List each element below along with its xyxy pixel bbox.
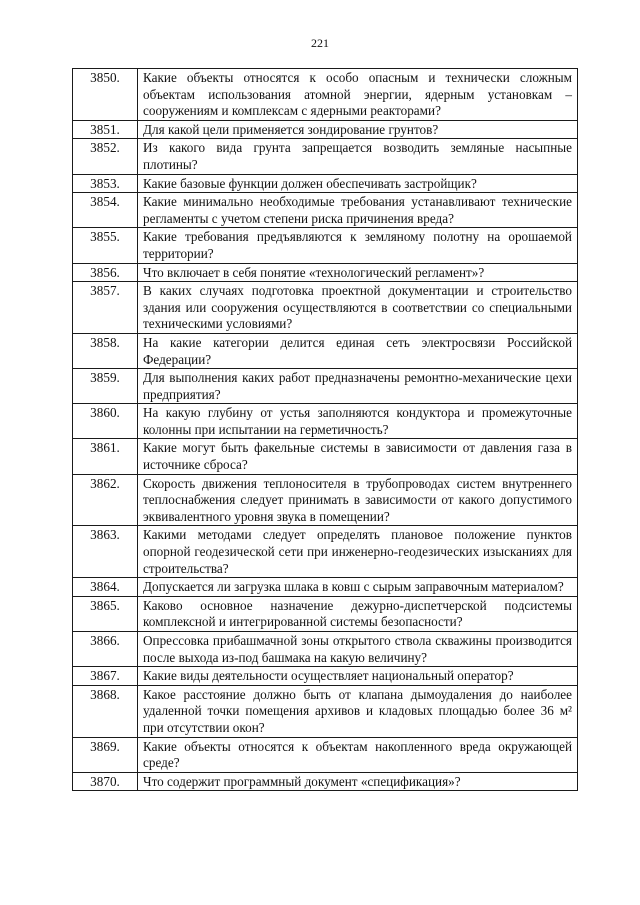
question-text: Допускается ли загрузка шлака в ковш с сырым заправочным материалом? [138,578,578,597]
question-row [73,439,578,474]
question-number: 3866. [73,632,138,667]
question-row [73,174,578,193]
question-text: Каково основное назначение дежурно-диспетчерской подсистемы комплексной и интегрированной системы безопасности? [138,596,578,631]
question-row [73,333,578,368]
question-row [73,139,578,174]
question-number: 3851. [73,120,138,139]
question-row [73,369,578,404]
question-row [73,193,578,228]
question-number: 3862. [73,474,138,526]
question-text: Скорость движения теплоносителя в трубопроводах систем внутреннего теплоснабжения следует принимать в зависимости от какого допустимого эквивалентного уровня звука в помещении? [138,474,578,526]
question-row [73,263,578,282]
question-text: Какие виды деятельности осуществляет национальный оператор? [138,667,578,686]
question-number: 3854. [73,193,138,228]
question-text: Какое расстояние должно быть от клапана дымоудаления до наиболее удаленной точки помещения архивов и кладовых площадью более 36 м² при отсутствии окон? [138,685,578,737]
question-text: Что содержит программный документ «спецификация»? [138,772,578,791]
question-number: 3850. [73,69,138,121]
question-text: На какие категории делится единая сеть электросвязи Российской Федерации? [138,333,578,368]
question-number: 3867. [73,667,138,686]
question-number: 3855. [73,228,138,263]
question-text: Для выполнения каких работ предназначены ремонтно-механические цехи предприятия? [138,369,578,404]
question-row [73,772,578,791]
question-text: Какие минимально необходимые требования устанавливают технические регламенты с учетом степени риска причинения вреда? [138,193,578,228]
question-text: Какие требования предъявляются к земляному полотну на орошаемой территории? [138,228,578,263]
question-row [73,120,578,139]
question-number: 3863. [73,526,138,578]
question-text: Какими методами следует определять плановое положение пунктов опорной геодезической сети при инженерно-геодезических изысканиях для строительства? [138,526,578,578]
question-row [73,404,578,439]
question-row [73,578,578,597]
question-text: На какую глубину от устья заполняются кондуктора и промежуточные колонны при испытании на герметичность? [138,404,578,439]
question-text: В каких случаях подготовка проектной документации и строительство здания или сооружения осуществляются в соответствии со специальными техническими условиями? [138,282,578,334]
question-number: 3865. [73,596,138,631]
question-text: Из какого вида грунта запрещается возводить земляные насыпные плотины? [138,139,578,174]
question-number: 3853. [73,174,138,193]
question-row [73,282,578,334]
question-number: 3864. [73,578,138,597]
question-number: 3859. [73,369,138,404]
question-text: Какие объекты относятся к особо опасным и технически сложным объектам использования атомной энергии, ядерным установкам – сооружениям и комплексам с ядерными реакторами? [138,69,578,121]
questions-table [72,68,578,791]
question-number: 3868. [73,685,138,737]
question-text: Для какой цели применяется зондирование грунтов? [138,120,578,139]
question-number: 3858. [73,333,138,368]
question-number: 3869. [73,737,138,772]
question-row [73,228,578,263]
question-number: 3857. [73,282,138,334]
question-text: Какие могут быть факельные системы в зависимости от давления газа в источнике сброса? [138,439,578,474]
page-number: 221 [311,36,329,50]
question-number: 3856. [73,263,138,282]
question-row [73,526,578,578]
question-text: Какие базовые функции должен обеспечивать застройщик? [138,174,578,193]
question-number: 3861. [73,439,138,474]
question-number: 3852. [73,139,138,174]
question-text: Опрессовка прибашмачной зоны открытого ствола скважины производится после выхода из-под башмака на какую величину? [138,632,578,667]
question-number: 3860. [73,404,138,439]
question-row [73,474,578,526]
question-row [73,737,578,772]
question-text: Что включает в себя понятие «технологический регламент»? [138,263,578,282]
question-row [73,69,578,121]
question-row [73,667,578,686]
question-text: Какие объекты относятся к объектам накопленного вреда окружающей среде? [138,737,578,772]
questions-table-body [73,69,578,791]
question-row [73,632,578,667]
question-row [73,685,578,737]
question-number: 3870. [73,772,138,791]
question-row [73,596,578,631]
